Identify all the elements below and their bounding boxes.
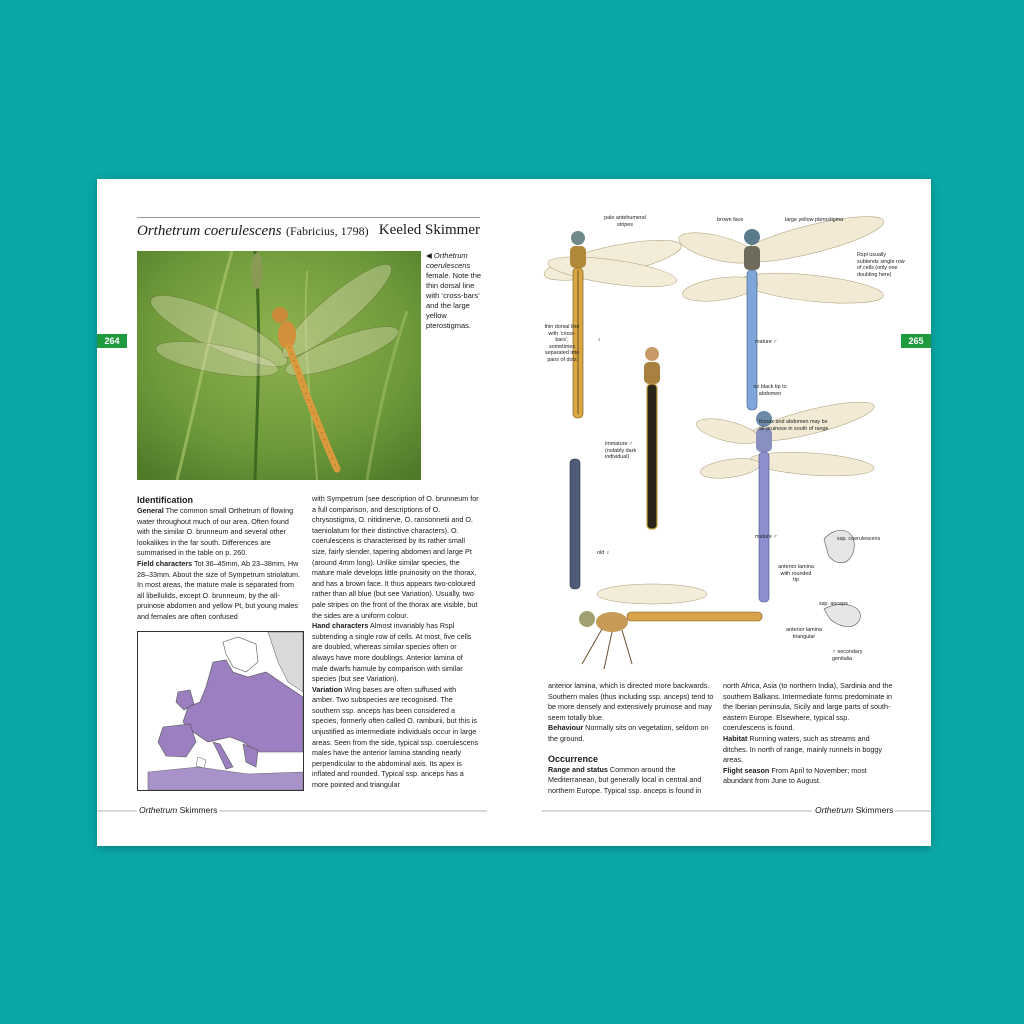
label-mature-male: mature ♂ <box>755 339 778 345</box>
text-column-4 <box>723 681 893 787</box>
label-ssp-anceps: ssp. anceps <box>819 601 848 607</box>
species-title <box>137 217 480 240</box>
genitalia-illustration <box>824 530 860 626</box>
general-label: General <box>137 506 164 515</box>
footer-left-genus: Orthetrum <box>139 805 178 815</box>
footer-rule-right-b <box>895 810 931 812</box>
footer-right-genus: Orthetrum <box>815 805 854 815</box>
footer-right <box>815 805 893 815</box>
text-column-1 <box>137 494 303 623</box>
footer-rule-right-a <box>542 810 812 812</box>
species-author: (Fabricius, 1798) <box>286 224 369 238</box>
old-female-illustration <box>570 459 580 589</box>
label-female: ♀ <box>597 337 602 343</box>
label-brown-face: brown face <box>717 217 744 223</box>
label-ssp-coerulescens: ssp. coerulescens <box>837 536 881 542</box>
behaviour-text: Normally sits on vegetation, seldom on the ground. <box>548 723 709 743</box>
habitat-text: Running waters, such as streams and ditches. In north of range, mainly runnels in boggy areas. <box>723 733 883 765</box>
immature-male-illustration <box>644 347 660 529</box>
field-characters-label: Field characters <box>137 558 193 568</box>
identification-continued: with Sympetrum (see description of O. brunneum for a full comparison, and descriptions of O. chrysostigma, O. nitidinerve, O. ransonnetii and O. taeniolatum for their distinctive characters). O. coerulescens is characterised by its rather small size, fairly slender, tapering abdomen and large Pt (around 4mm long). Unlike similar species, the mature male develops little pruinosity on the thorax, and has a brown face. It thus appears two-coloured rather than all blue (but see Variation). Usually, two pale stripes on the front of the thorax are visible, but the sides are a uniform colour. <box>312 494 479 620</box>
occurrence-heading: Occurrence <box>548 753 599 764</box>
label-mature-male-southern: mature ♂ <box>755 534 778 540</box>
label-lamina-rounded: anterior lamina with rounded tip <box>778 564 814 584</box>
range-status-text: Common around the Mediterranean, but generally local in central and northern Europe. Typical ssp. anceps is found in <box>548 764 702 795</box>
footer-rule-left-a <box>97 810 137 812</box>
range-continued: north Africa, Asia (to northern India), Sardinia and the southern Balkans. Intermediate forms predominate in the Iberian peninsula, Sicily and large parts of south-eastern Europe. Elsewhere, typical ssp. coerulescens is found. <box>723 681 893 733</box>
label-old-female: old ♀ <box>597 550 610 556</box>
caption-text: female. Note the thin dorsal line with ‘cross-bars’ and the large yellow pterostigmas. <box>426 271 482 330</box>
habitat-label: Habitat <box>723 733 748 743</box>
label-no-black-tip: no black tip to abdomen <box>753 384 787 397</box>
variation-label: Variation <box>312 684 343 694</box>
distribution-map <box>137 631 304 791</box>
general-text: The common small Orthetrum of flowing water throughout much of our area. Often found with the similar O. brunneum and several other lookalikes in the far south. Differences are summarised in the table on p. 260. <box>137 506 294 558</box>
left-page-number: 264 <box>97 334 127 348</box>
footer-rule-left-b <box>219 810 487 812</box>
right-page-number: 265 <box>901 334 931 348</box>
label-thin-dorsal-line: thin dorsal line with ‘cross-bars’, sometimes separated into pairs of dots <box>544 324 580 363</box>
caption-species: Orthetrum coerulescens <box>426 251 471 270</box>
book-spread <box>97 179 931 846</box>
hand-characters-text: Almost invariably has Rspl subtending a single row of cells. At most, five cells are doubled, whereas similar species often or always have more doublings. Anterior lamina of male dwarfs hamule by comparison with similar species (but see Variation). <box>312 621 472 684</box>
footer-left-group: Skimmers <box>179 805 218 815</box>
range-status-label: Range and status <box>548 764 608 774</box>
label-pale-stripes: pale antehumeral stripes <box>604 215 646 228</box>
identification-heading: Identification <box>137 495 193 505</box>
mature-male-illustration <box>676 214 887 410</box>
variation-text: Wing bases are often suffused with amber. Two subspecies are recognised. The southern ssp. anceps has been considered a species, formerly often called O. ramburii, but this is unjustified as intermediate individuals occur in large areas. Seen from the side, typical ssp. coerulescens males have the anterior lamina standing nearly perpendicular to the abdominal axis. Its apex is inflated and rounded. Typical ssp. anceps has a more pointed and triangular <box>312 684 479 790</box>
hand-characters-label: Hand characters <box>312 621 369 631</box>
label-large-pterostigma: large yellow pterostigma <box>785 217 844 223</box>
label-immature-male: immature ♂ (notably dark individual) <box>605 441 637 461</box>
species-name: Orthetrum coerulescens <box>137 223 282 239</box>
field-characters-text: Tot 36–45mm, Ab 23–38mm, Hw 28–33mm. About the size of Sympetrum striolatum. In most areas, the mature male is separated from all libellulids, except O. brunneum, by the all-pruinose abdomen and yellow Pt, but young males and females are often confused <box>137 558 300 621</box>
behaviour-label: Behaviour <box>548 723 584 733</box>
flight-season-text: From April to November; most abundant from June to August. <box>723 765 867 786</box>
text-column-3 <box>548 681 715 796</box>
label-thorax-pruinose: thorax and abdomen may be all-pruinose in south of range <box>759 419 829 432</box>
variation-continued: anterior lamina, which is directed more backwards. Southern males (thus including ssp. anceps) tend to be more densely and extensively pruinose and may seem totally blue. <box>548 681 714 722</box>
side-view-illustration <box>579 584 762 669</box>
europe-map-image <box>138 632 303 790</box>
female-photo <box>137 251 421 480</box>
label-secondary-genitalia: ♂ secondary genitalia <box>832 649 863 662</box>
footer-right-group: Skimmers <box>855 805 894 815</box>
dragonfly-photo-image <box>137 251 421 480</box>
label-rspl: Rspl usually subtends single row of cells (only one doubling here) <box>857 252 905 278</box>
footer-left <box>139 805 217 815</box>
text-column-2 <box>312 494 479 791</box>
label-lamina-triangular: anterior lamina triangular <box>786 627 822 640</box>
common-name: Keeled Skimmer <box>378 222 480 238</box>
photo-caption <box>426 251 482 331</box>
caption-marker: ◀ <box>426 251 432 260</box>
flight-season-label: Flight season <box>723 765 770 775</box>
